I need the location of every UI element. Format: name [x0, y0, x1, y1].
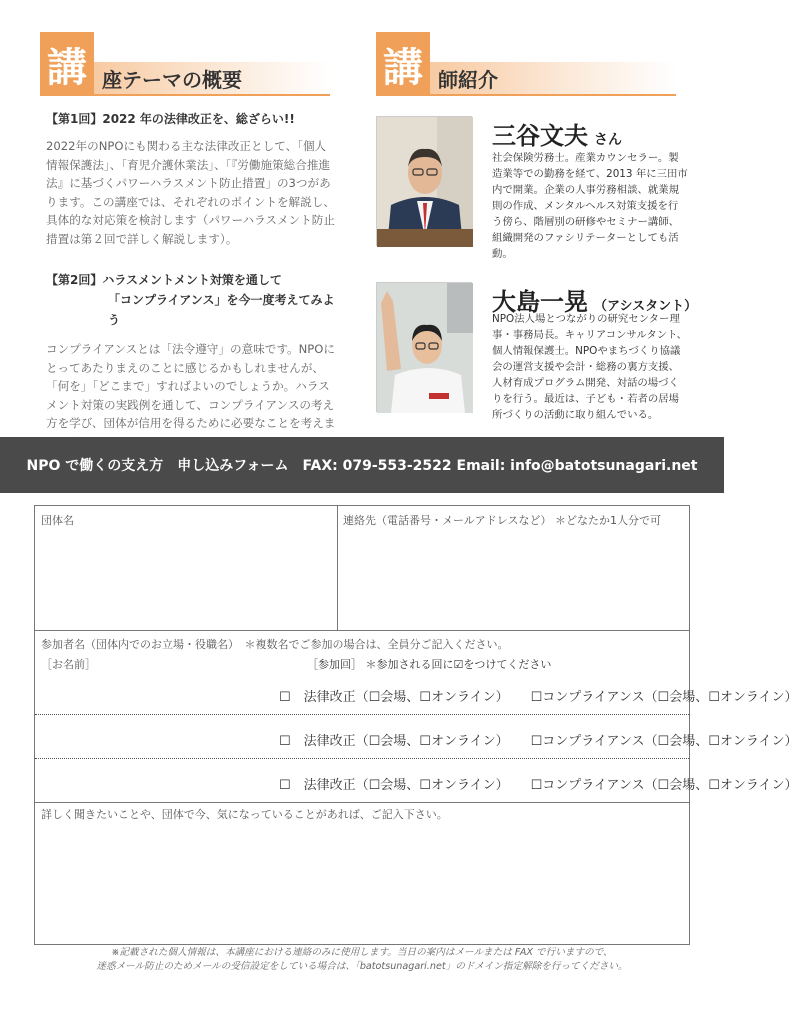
- instructor-header: [376, 32, 676, 102]
- session1-body: 2022年のNPOにも関わる主な法律改正として、「個人情報保護法」、「育児介護休業法」、「『労働施策総合推進法』に基づくパワーハラスメント防止措置」の3つがあります。この講座では、それぞれのポイントを解説し、具体的な対応策を検討します（パワーハラスメント防止措置は第２回で詳しく解説します）。: [46, 139, 335, 246]
- session-label: ［参加回］ ＊参加される回に☑をつけてください: [307, 658, 552, 671]
- lecture-overview-title: 座テーマの概要: [102, 68, 242, 92]
- dotted-divider: [35, 758, 689, 759]
- banner-text: NPO で働くの支え方 申し込みフォーム FAX: 079-553-2522 Email: info@batotsunagari.net: [26, 458, 698, 474]
- instructor2-bio: NPO法人場とつながりの研究センター理事・事務局長。キャリアコンサルタント、個人情報保護士。NPOやまちづくり協議会の運営支援や会計・総務の裏方支援、人材育成プログラム開発、対話の場づくりを行う。最近は、子ども・若者の居場所づくりの活動に取り組んでいる。: [492, 313, 688, 421]
- org-name-field[interactable]: [41, 512, 331, 624]
- dotted-divider: [35, 714, 689, 715]
- instructor1-photo: [376, 116, 472, 246]
- session1-heading: 【第1回】2022 年の法律改正を、総ざらい!!: [46, 112, 295, 126]
- participant-row-3[interactable]: [279, 774, 797, 793]
- compliance-option[interactable]: ☐コンプライアンス（☐会場、☐オンライン）: [530, 778, 797, 793]
- instructor1-name-text: 三谷文夫: [492, 122, 588, 150]
- header-kanji-box: 講: [376, 32, 430, 96]
- column-divider: [337, 506, 338, 630]
- comments-label: 詳しく聞きたいことや、団体で今、気になっていることがあれば、ご記入下さい。: [41, 808, 448, 821]
- header-kanji-box: 講: [40, 32, 94, 96]
- row-divider: [35, 802, 689, 803]
- instructor2-name-text: 大島一晃: [492, 288, 588, 316]
- privacy-note-line2: 迷惑メール防止のためメールの受信設定をしている場合は、「batotsunagari.net」のドメイン指定解除を行ってください。: [96, 961, 628, 972]
- lecture-overview-header: [40, 32, 330, 102]
- lecture-description: [46, 110, 336, 451]
- law-option[interactable]: ☐ 法律改正（☐会場、☐オンライン）: [279, 690, 509, 705]
- instructor2-photo: [376, 282, 472, 412]
- session2-heading-line1: 【第2回】ハラスメントメント対策を通して: [46, 273, 282, 287]
- instructor1-bio: 社会保険労務士。産業カウンセラー。製造業等での勤務を経て、2013 年に三田市内で開業。企業の人事労務相談、就業規則の作成、メンタルヘルス対策支援を行う傍ら、階層別の研修やセミナー講師、組織開発のファシリテーターとしても活動。: [492, 152, 688, 260]
- application-banner: [0, 437, 724, 493]
- participant-row-1[interactable]: [279, 686, 797, 705]
- participants-label: 参加者名（団体内でのお立場・役職名） ＊複数名でご参加の場合は、全員分ご記入ください。: [41, 638, 509, 651]
- instructor2-name-suffix: （アシスタント）: [594, 299, 698, 314]
- participant-row-2[interactable]: [279, 730, 797, 749]
- comments-field[interactable]: [41, 806, 685, 940]
- privacy-note-line1: ※記載された個人情報は、本講座における連絡のみに使用します。当日の案内はメールまたは FAX で行いますので、: [111, 947, 613, 958]
- contact-field[interactable]: [343, 512, 687, 624]
- privacy-note: [0, 946, 724, 974]
- application-form: [34, 505, 797, 945]
- compliance-option[interactable]: ☐コンプライアンス（☐会場、☐オンライン）: [530, 734, 797, 749]
- name-label: ［お名前］: [41, 658, 96, 671]
- instructor1-name: [492, 116, 622, 151]
- instructor1-name-suffix: さん: [594, 132, 622, 148]
- session2-heading-line2: 「コンプライアンス」を今一度考えてみよう: [108, 293, 335, 327]
- row-divider: [35, 630, 689, 631]
- compliance-option[interactable]: ☐コンプライアンス（☐会場、☐オンライン）: [530, 690, 797, 705]
- instructor-title: 師紹介: [438, 68, 498, 92]
- org-name-label: 団体名: [41, 514, 74, 527]
- session2-body: コンプライアンスとは「法令遵守」の意味です。NPOにとってあたりまえのことに感じるかもしれませんが、「何を」「どこまで」すればよいのでしょうか。ハラスメント対策の実践例を通して、コンプライアンスの考え方を学び、団体が信用を得るために必要なことを考えま: [46, 342, 336, 430]
- law-option[interactable]: ☐ 法律改正（☐会場、☐オンライン）: [279, 734, 509, 749]
- contact-label: 連絡先（電話番号・メールアドレスなど） ＊どなたか1人分で可: [343, 514, 661, 527]
- law-option[interactable]: ☐ 法律改正（☐会場、☐オンライン）: [279, 778, 509, 793]
